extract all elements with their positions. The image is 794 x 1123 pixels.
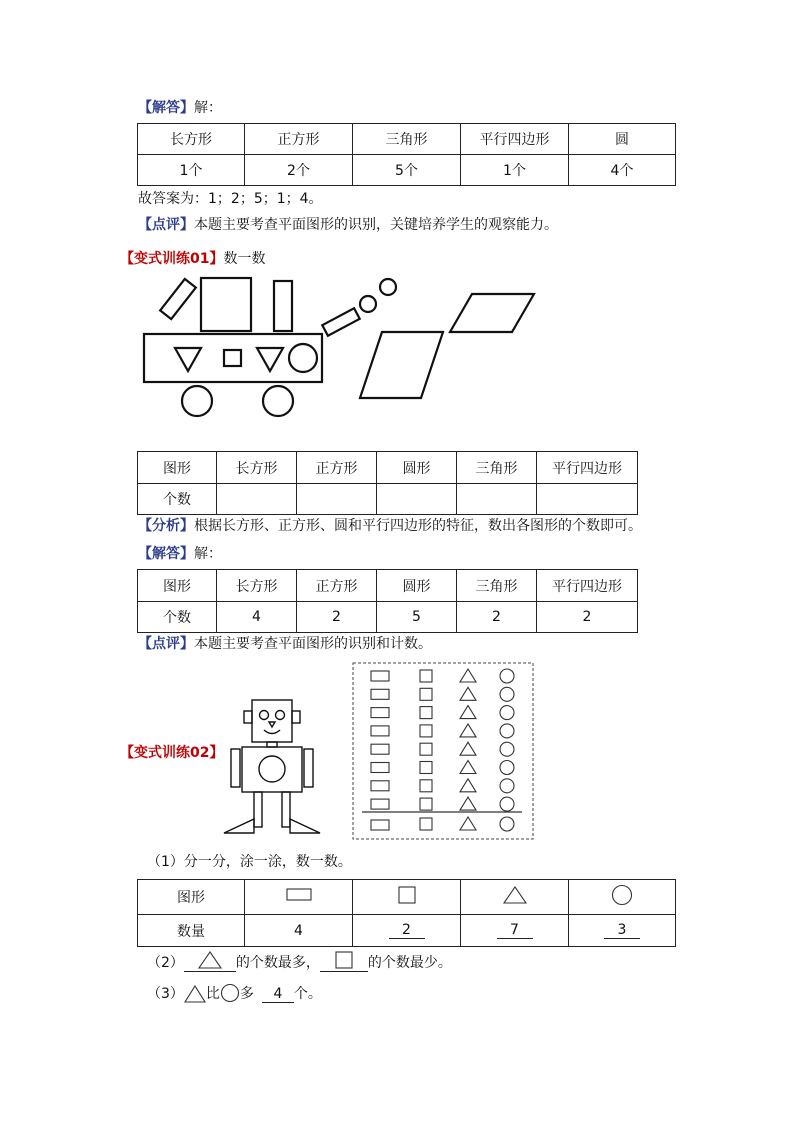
- value-cell: [569, 915, 676, 947]
- q2-blank-most: [184, 951, 236, 972]
- shape-cell: [245, 880, 353, 915]
- header-cell: 圆: [569, 124, 676, 155]
- robot-arm-rectangle: [231, 749, 240, 787]
- robot-foot-triangle: [224, 819, 254, 833]
- value-cell: [461, 915, 569, 947]
- q2-blank-least: [320, 951, 368, 972]
- tally-circle: [500, 742, 514, 756]
- q3-answer: 4: [262, 986, 294, 1003]
- tally-square: [420, 670, 432, 682]
- square-icon: [335, 951, 353, 969]
- tally-square: [420, 743, 432, 755]
- triangle-icon: [198, 951, 222, 969]
- header-cell: 圆形: [377, 452, 457, 484]
- parallelogram-shape: [360, 332, 443, 398]
- analysis-line: [138, 515, 642, 535]
- result-line: 故答案为：1；2；5；1；4。: [138, 191, 323, 207]
- header-cell: 平行四边形: [537, 452, 638, 484]
- robot-neck-rectangle: [267, 742, 277, 747]
- tally-circle: [500, 724, 514, 738]
- tally-square: [420, 688, 432, 700]
- square-shape: [224, 350, 241, 366]
- value-cell: 2: [297, 602, 377, 633]
- answer-table-02: [137, 879, 676, 947]
- value-cell: 2: [457, 602, 537, 633]
- value-cell: [353, 915, 461, 947]
- comment-line-1: [138, 214, 558, 234]
- tally-square: [420, 780, 432, 792]
- q3-bi: 比: [205, 986, 220, 1002]
- tally-circle: [500, 687, 514, 701]
- tally-triangle: [460, 797, 476, 810]
- value-cell: 2: [537, 602, 638, 633]
- question-3: [147, 983, 322, 1003]
- exercise-text: 数一数: [223, 251, 266, 267]
- shape-cell: [353, 880, 461, 915]
- robot-body-square: [242, 747, 302, 792]
- tally-triangle: [460, 669, 476, 682]
- header-cell: 平行四边形: [461, 124, 569, 155]
- tilted-rectangle-shape: [160, 279, 196, 319]
- value-cell: 2个: [245, 155, 353, 186]
- parallelogram-shape: [450, 294, 534, 332]
- exercise-02-title: [120, 742, 223, 762]
- value-cell: 4: [217, 602, 297, 633]
- tally-rectangle: [371, 763, 389, 773]
- header-cell: 正方形: [297, 452, 377, 484]
- tally-square: [420, 725, 432, 737]
- answer-text: 解：: [194, 546, 222, 562]
- value-text: 3: [604, 922, 640, 939]
- value-cell: [245, 915, 353, 947]
- robot-eye-circle: [260, 711, 269, 720]
- exercise-tag: 【变式训练02】: [120, 745, 224, 761]
- header-cell: 图形: [138, 570, 217, 602]
- header-cell: 长方形: [138, 124, 245, 155]
- robot-head-square: [252, 700, 292, 742]
- tally-key-square: [420, 818, 432, 830]
- value-cell: 1个: [138, 155, 245, 186]
- answer-table-1: [137, 123, 676, 186]
- tally-rectangle: [371, 726, 389, 736]
- circle-shape: [289, 344, 317, 372]
- robot-leg-rectangle: [254, 792, 262, 827]
- row-label-cell: 数量: [138, 915, 245, 947]
- value-text: 2: [389, 922, 425, 939]
- tally-rectangle: [371, 671, 389, 681]
- triangle-icon: [184, 985, 206, 1003]
- robot-ear-rectangle: [244, 711, 252, 723]
- q2-mid: 的个数最多，: [235, 955, 320, 971]
- tally-triangle: [460, 706, 476, 719]
- tally-key-circle: [500, 817, 514, 831]
- tally-rectangle: [371, 799, 389, 809]
- q3-duo: 多: [239, 986, 254, 1002]
- analysis-text: 根据长方形、正方形、圆和平行四边形的特征，数出各图形的个数即可。: [194, 518, 642, 534]
- header-cell: 正方形: [297, 570, 377, 602]
- truck-body-rectangle: [144, 334, 322, 382]
- answer-line-1: [138, 97, 222, 117]
- answer-line-2: [138, 543, 222, 563]
- robot-nose-triangle: [269, 722, 275, 727]
- header-cell: 长方形: [217, 452, 297, 484]
- shape-cell: [569, 880, 676, 915]
- square-icon: [398, 886, 416, 904]
- triangle-shape: [257, 348, 283, 371]
- question-1: （1）分一分，涂一涂，数一数。: [147, 854, 352, 870]
- tally-triangle: [460, 761, 476, 774]
- circle-shape: [360, 296, 376, 312]
- header-cell: 三角形: [457, 570, 537, 602]
- value-cell: 1个: [461, 155, 569, 186]
- tally-triangle: [460, 687, 476, 700]
- row-label-cell: 个数: [138, 602, 217, 633]
- comment-tag: 【点评】: [138, 636, 194, 652]
- exercise-tag: 【变式训练01】: [120, 251, 224, 267]
- robot-figure: [222, 695, 322, 840]
- header-cell: 平行四边形: [537, 570, 638, 602]
- tally-circle: [500, 669, 514, 683]
- question-2: [147, 951, 452, 972]
- robot-eye-circle: [276, 711, 285, 720]
- answer-table-01: [137, 569, 638, 633]
- wheel-circle-shape: [182, 386, 212, 416]
- tally-key-rectangle: [371, 820, 389, 830]
- tally-circle: [500, 797, 514, 811]
- tally-rectangle: [371, 689, 389, 699]
- tally-key-triangle: [460, 817, 476, 830]
- shape-tally-chart: [352, 662, 534, 840]
- comment-tag: 【点评】: [138, 217, 194, 233]
- header-cell: 正方形: [245, 124, 353, 155]
- value-cell: 5个: [353, 155, 461, 186]
- header-cell: 三角形: [457, 452, 537, 484]
- robot-arm-rectangle: [304, 749, 313, 787]
- row-label-cell: 图形: [138, 880, 245, 915]
- tally-triangle: [460, 779, 476, 792]
- tilted-rectangle-shape: [322, 308, 359, 335]
- q3-suffix: 个。: [293, 986, 322, 1002]
- answer-tag: 【解答】: [138, 100, 194, 116]
- rectangle-icon: [286, 888, 312, 902]
- blank-cell: [297, 484, 377, 515]
- header-cell: 三角形: [353, 124, 461, 155]
- wheel-circle-shape: [263, 386, 293, 416]
- tally-circle: [500, 706, 514, 720]
- tally-rectangle: [371, 781, 389, 791]
- value-cell: 4个: [569, 155, 676, 186]
- shape-cell: [461, 880, 569, 915]
- tally-circle: [500, 761, 514, 775]
- header-cell: 长方形: [217, 570, 297, 602]
- robot-ear-rectangle: [292, 711, 300, 723]
- robot-foot-triangle: [290, 819, 320, 833]
- row-label-cell: 个数: [138, 484, 217, 515]
- comment-text: 本题主要考查平面图形的识别，关键培养学生的观察能力。: [194, 217, 558, 233]
- tally-square: [420, 762, 432, 774]
- tally-triangle: [460, 742, 476, 755]
- comment-line-2: [138, 633, 432, 653]
- q3-prefix: （3）: [147, 986, 184, 1002]
- rectangle-shape: [274, 281, 292, 331]
- answer-tag: 【解答】: [138, 546, 194, 562]
- header-cell: 圆形: [377, 570, 457, 602]
- q2-prefix: （2）: [147, 955, 184, 971]
- circle-shape: [380, 279, 396, 295]
- blank-cell: [537, 484, 638, 515]
- robot-mouth: [264, 730, 280, 734]
- square-shape: [201, 278, 251, 331]
- header-cell: 图形: [138, 452, 217, 484]
- triangle-shape: [175, 348, 201, 371]
- blank-cell: [377, 484, 457, 515]
- exercise-01-title: [120, 248, 265, 268]
- blank-cell: [457, 484, 537, 515]
- tally-rectangle: [371, 708, 389, 718]
- circle-icon: [611, 884, 633, 906]
- triangle-icon: [503, 886, 527, 904]
- tally-square: [420, 707, 432, 719]
- q2-suffix: 的个数最少。: [367, 955, 452, 971]
- tally-square: [420, 798, 432, 810]
- tally-circle: [500, 779, 514, 793]
- truck-figure: [138, 272, 538, 422]
- tally-triangle: [460, 724, 476, 737]
- tally-rectangle: [371, 744, 389, 754]
- analysis-tag: 【分析】: [138, 518, 194, 534]
- blank-cell: [217, 484, 297, 515]
- value-cell: 5: [377, 602, 457, 633]
- value-text: 7: [497, 922, 533, 939]
- answer-text: 解：: [194, 100, 222, 116]
- comment-text: 本题主要考查平面图形的识别和计数。: [194, 636, 432, 652]
- circle-icon: [220, 983, 240, 1003]
- robot-leg-rectangle: [282, 792, 290, 827]
- question-table-01: [137, 451, 638, 515]
- value-text: 4: [294, 922, 303, 939]
- robot-chest-circle: [259, 756, 285, 782]
